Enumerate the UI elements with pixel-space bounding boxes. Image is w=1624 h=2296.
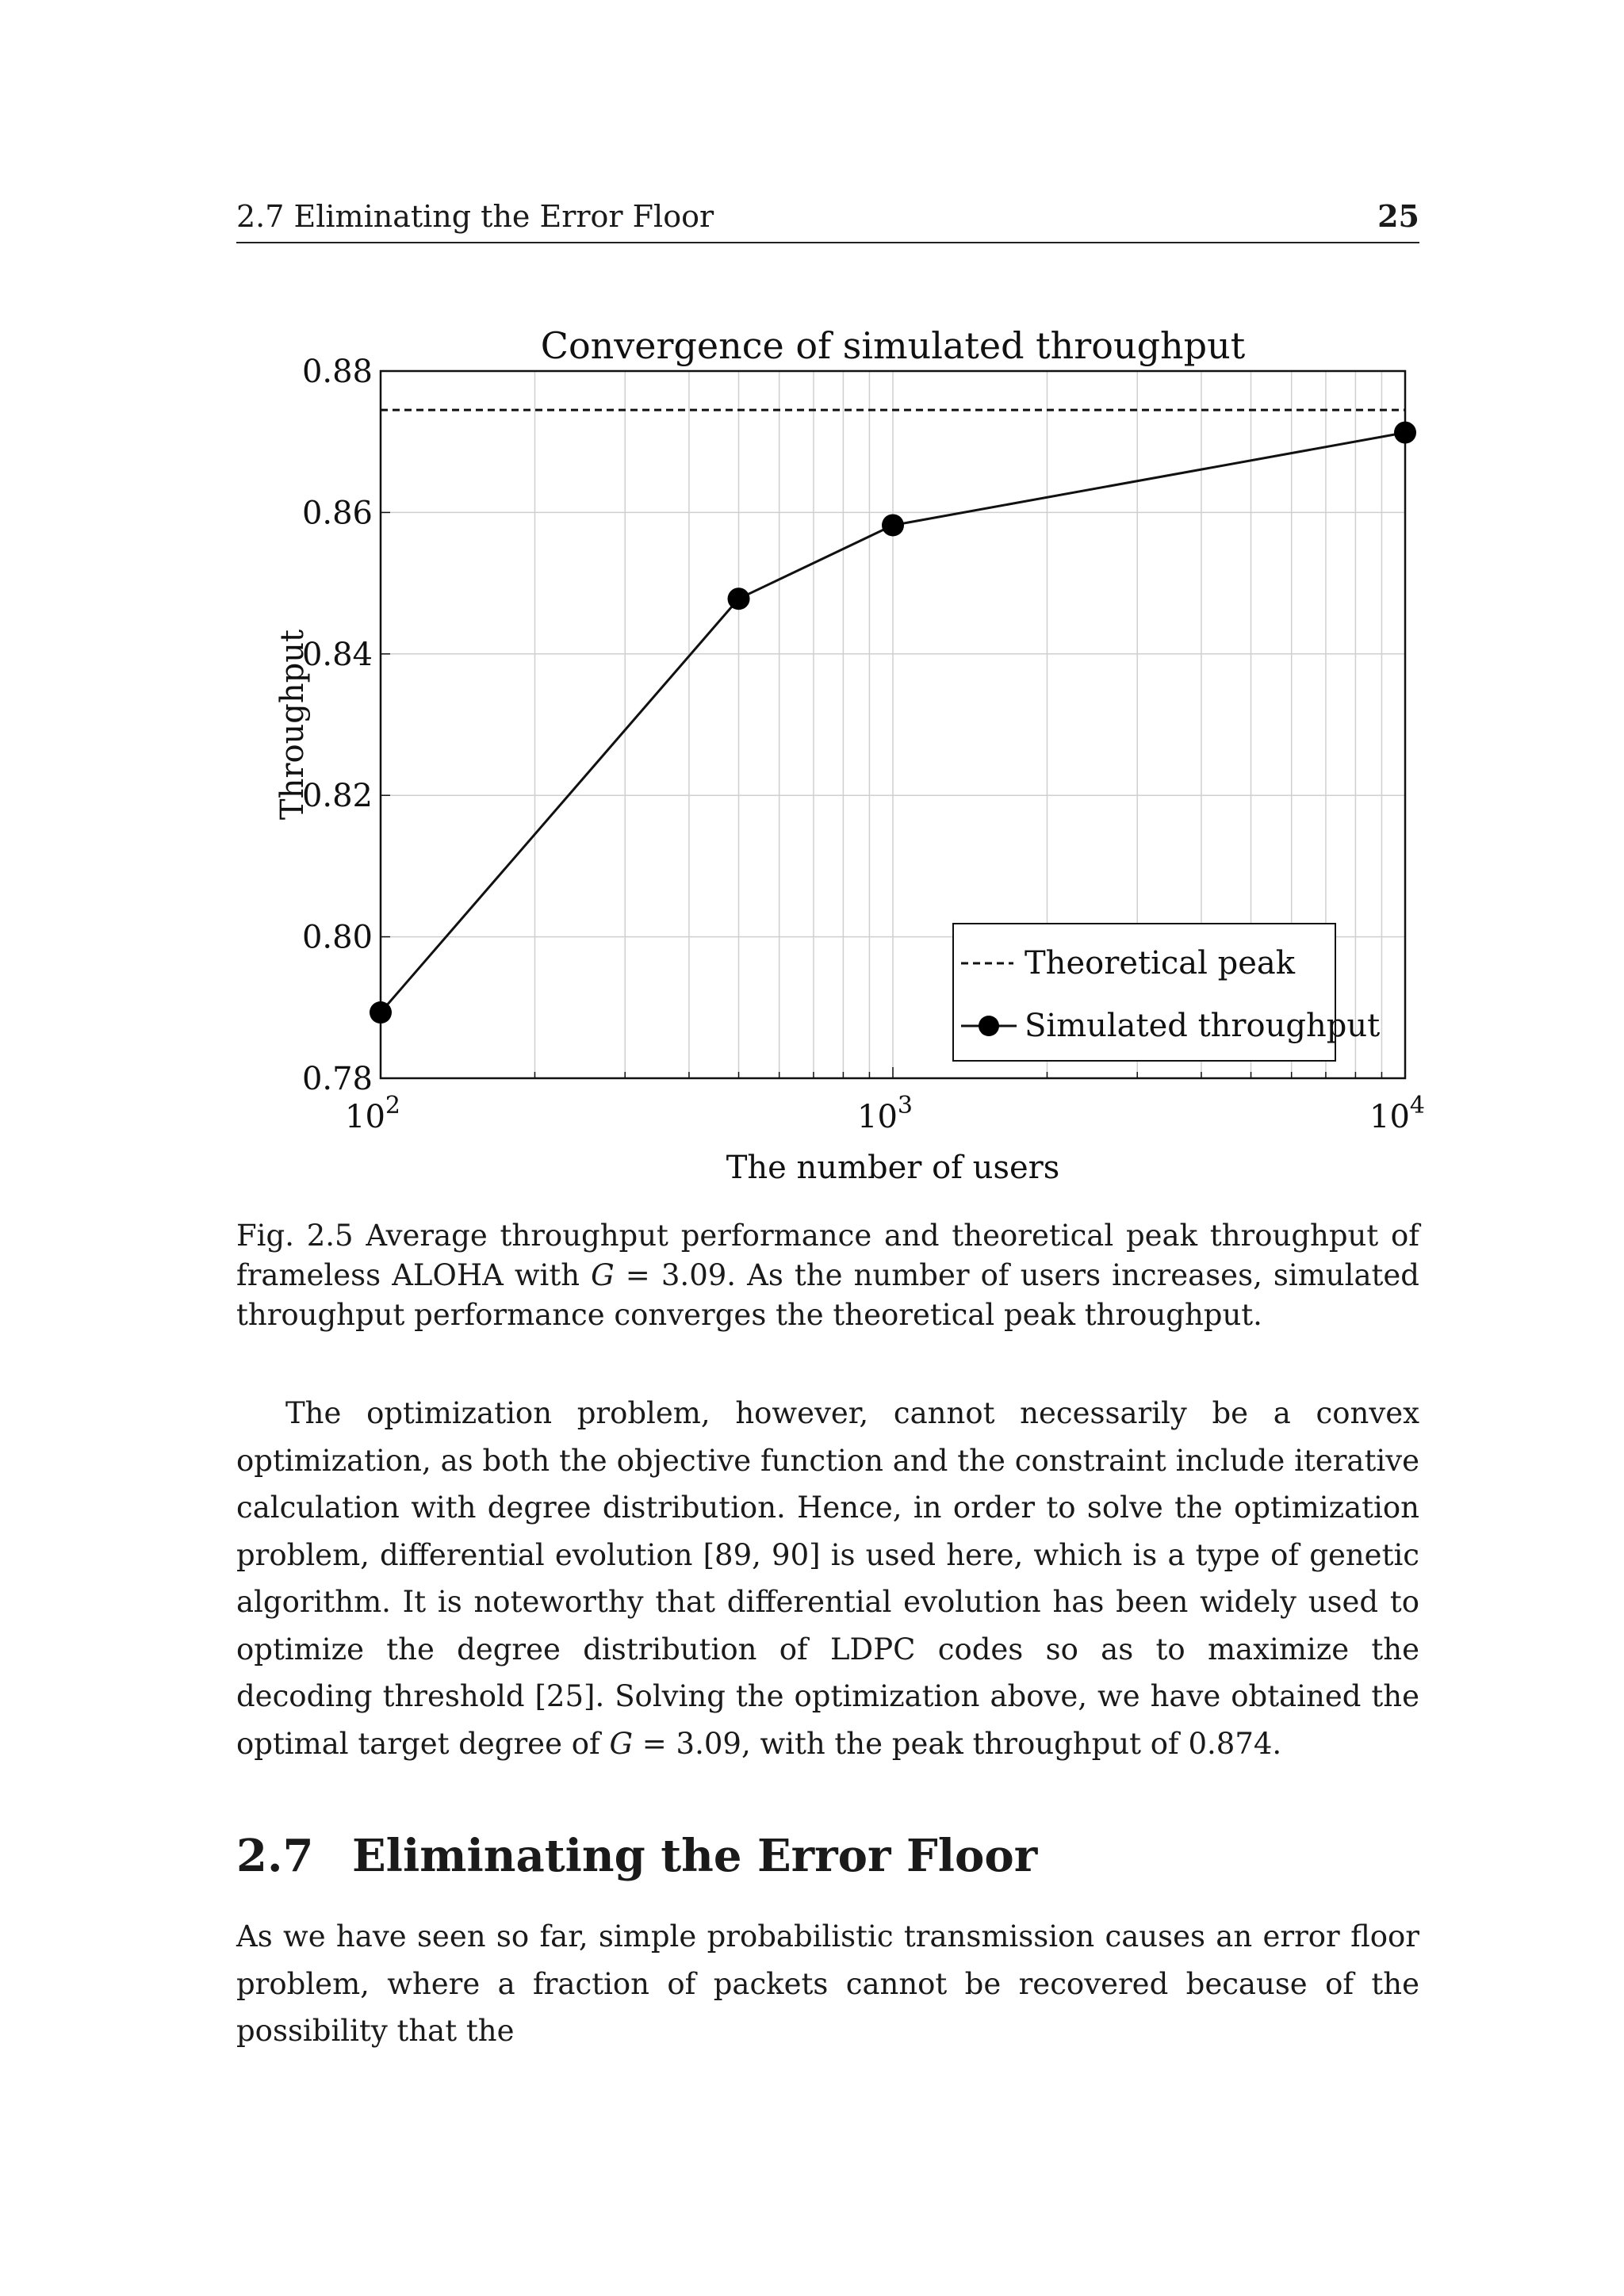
body-paragraph-1 xyxy=(236,1390,1419,1767)
running-header xyxy=(236,194,1419,243)
y-tick-label: 0.86 xyxy=(301,495,373,532)
body-paragraph-2: As we have seen so far, simple probabilistic transmission causes an error floor problem, where a fraction of packets cannot be recovered because of the possibility that the xyxy=(236,1919,1419,2048)
chart-legend xyxy=(953,924,1380,1061)
chart-title: Convergence of simulated throughput xyxy=(540,324,1246,367)
data-point-simulated-throughput xyxy=(882,514,904,536)
y-tick-label: 0.88 xyxy=(301,354,373,390)
x-tick-label: $10^4$ xyxy=(1369,1092,1425,1135)
section-number: 2.7 xyxy=(236,1830,314,1882)
page-number: 25 xyxy=(1377,198,1419,234)
y-tick-label: 0.80 xyxy=(301,919,373,956)
data-point-simulated-throughput xyxy=(370,1001,392,1024)
caption-label: Fig. 2.5 xyxy=(236,1219,354,1253)
paragraph1-text-before: The optimization problem, however, cannot necessarily be a convex optimization, as both the objective function and the constraint include iterative calculation with degree distribution. Hence, in order to solve the optimization problem, differential evolution [89, 90] is used here, which is a type of genetic algorithm. It is noteworthy that differential evolution has been widely used to optimize the degree distribution of LDPC codes so as to maximize the decoding threshold [25]. Solving the optimization above, we have obtained the optimal target degree of xyxy=(236,1396,1419,1761)
x-axis-label: The number of users xyxy=(726,1150,1060,1186)
y-axis-label: Throughput xyxy=(274,629,311,821)
legend-label-theoretical: Theoretical peak xyxy=(1025,945,1295,982)
y-tick-label: 0.84 xyxy=(301,636,373,673)
y-tick-label: 0.82 xyxy=(301,778,373,815)
figure-caption xyxy=(236,1216,1419,1335)
legend-label-simulated: Simulated throughput xyxy=(1025,1008,1381,1044)
data-point-simulated-throughput xyxy=(728,587,750,610)
legend-marker-swatch xyxy=(979,1016,999,1036)
caption-variable-g: G xyxy=(591,1258,615,1292)
running-header-title: 2.7 Eliminating the Error Floor xyxy=(236,199,714,234)
caption-text-after: = 3.09. As the number of users increases, simulated throughput performance converges the theoretical peak throughput. xyxy=(236,1258,1419,1332)
y-tick-label: 0.78 xyxy=(301,1061,373,1097)
x-tick-label: $10^2$ xyxy=(345,1092,400,1135)
paragraph1-variable-g: G xyxy=(609,1726,634,1761)
caption-text-before: Average throughput performance and theoretical peak throughput of frameless ALOHA with xyxy=(236,1219,1419,1292)
paragraph1-text-after: = 3.09, with the peak throughput of 0.874. xyxy=(633,1726,1282,1761)
x-tick-label: $10^3$ xyxy=(857,1092,913,1135)
data-point-simulated-throughput xyxy=(1394,422,1416,444)
section-heading xyxy=(236,1830,1037,1882)
section-title: Eliminating the Error Floor xyxy=(352,1830,1038,1882)
